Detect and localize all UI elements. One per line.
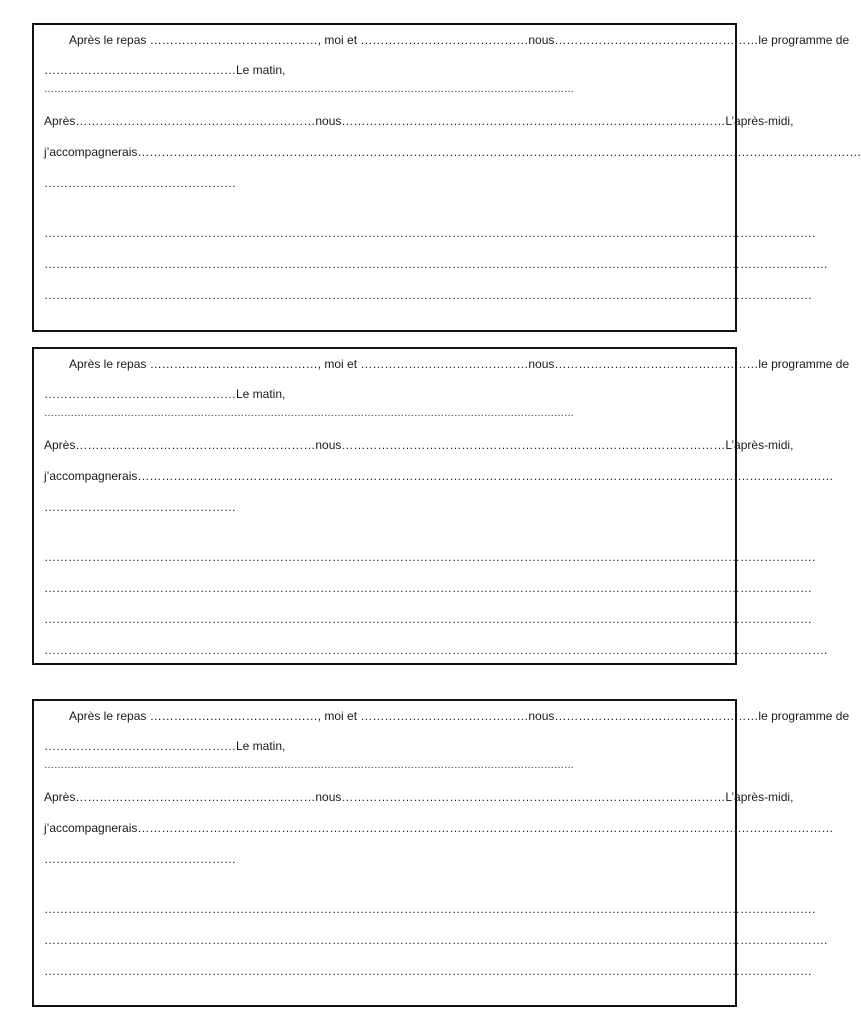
- text-line-blank: …………………………………………………………………………………………………………………………………………………………………………….: [44, 933, 828, 947]
- text-line-morning: …………………………………………Le matin,: [44, 387, 286, 401]
- text-line-morning: …………………………………………Le matin,: [44, 63, 286, 77]
- text-line-blank: …………………………………………: [44, 176, 236, 190]
- text-line-intro: Après le repas ……………………………………, moi et ……………………………………nous……………………………………………le programme de: [69, 709, 850, 723]
- text-line-blank: ……………………………………………………………………………………………………………………………………………: [44, 760, 574, 771]
- text-line-intro: Après le repas ……………………………………, moi et ……………………………………nous……………………………………………le programme de: [69, 357, 850, 371]
- exercise-box-2: [32, 347, 850, 665]
- text-line-afternoon: Après……………………………………………………nous……………………………………………………………………………………L’après-midi,: [44, 114, 794, 128]
- text-line-blank: …………………………………………………………………………………………………………………………………………………………………………: [44, 964, 812, 978]
- text-line-blank: …………………………………………………………………………………………………………………………………………………………………………: [44, 288, 812, 302]
- text-line-blank: …………………………………………………………………………………………………………………………………………………………………………….: [44, 257, 828, 271]
- text-line-blank: …………………………………………: [44, 500, 236, 514]
- exercise-box-3: [32, 699, 850, 1007]
- text-line-blank: …………………………………………………………………………………………………………………………………………………………………………: [44, 612, 812, 626]
- text-line-intro: Après le repas ……………………………………, moi et ……………………………………nous……………………………………………le programme de: [69, 33, 850, 47]
- text-line-accompany: j’accompagnerais…………………………………………………………………………………………………………………………………………………………: [44, 469, 834, 483]
- text-line-accompany: j’accompagnerais……………………………………………………………………………………………………………………………………………………………….: [44, 145, 861, 159]
- text-line-afternoon: Après……………………………………………………nous……………………………………………………………………………………L’après-midi,: [44, 438, 794, 452]
- text-line-accompany: j’accompagnerais…………………………………………………………………………………………………………………………………………………………: [44, 821, 834, 835]
- text-line-blank: ………………………………………………………………………………………………………………………………………………………………………….: [44, 226, 816, 240]
- text-line-blank: …………………………………………………………………………………………………………………………………………………………………………: [44, 581, 812, 595]
- text-line-blank: ………………………………………………………………………………………………………………………………………………………………………….: [44, 902, 816, 916]
- text-line-morning: …………………………………………Le matin,: [44, 739, 286, 753]
- exercise-box-1: [32, 23, 861, 332]
- text-line-blank: ………………………………………………………………………………………………………………………………………………………………………….: [44, 550, 816, 564]
- text-line-blank: …………………………………………: [44, 852, 236, 866]
- text-line-blank: ……………………………………………………………………………………………………………………………………………: [44, 84, 574, 95]
- text-line-afternoon: Après……………………………………………………nous……………………………………………………………………………………L’après-midi,: [44, 790, 794, 804]
- text-line-blank: …………………………………………………………………………………………………………………………………………………………………………….: [44, 643, 828, 657]
- text-line-blank: ……………………………………………………………………………………………………………………………………………: [44, 408, 574, 419]
